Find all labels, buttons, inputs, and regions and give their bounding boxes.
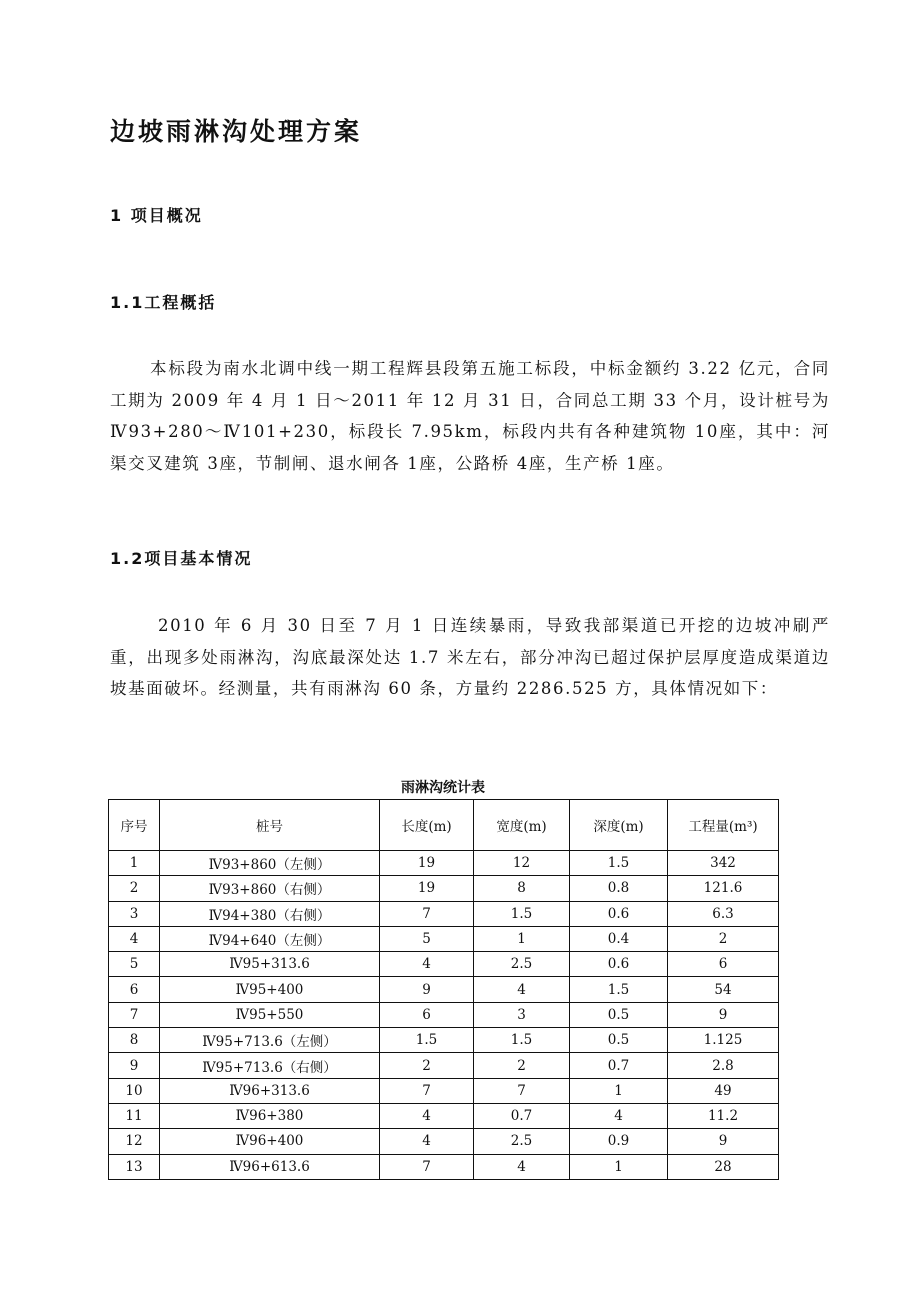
cell-quantity: 11.2 [668, 1103, 779, 1128]
section-heading-engineering-summary: 1.1工程概括 [110, 293, 217, 312]
cell-station: Ⅳ95+400 [160, 977, 380, 1002]
cell-width: 4 [474, 1154, 570, 1179]
table-caption: 雨淋沟统计表 [401, 780, 485, 796]
cell-index: 1 [109, 851, 160, 876]
cell-index: 10 [109, 1078, 160, 1103]
cell-depth: 0.8 [570, 876, 668, 901]
cell-index: 2 [109, 876, 160, 901]
cell-quantity: 9 [668, 1129, 779, 1154]
header-cell-depth: 深度(m) [570, 800, 668, 851]
cell-station: Ⅳ96+313.6 [160, 1078, 380, 1103]
cell-length: 4 [380, 952, 474, 977]
header-cell-station: 桩号 [160, 800, 380, 851]
cell-length: 5 [380, 926, 474, 951]
table-row [109, 1129, 779, 1154]
cell-width: 8 [474, 876, 570, 901]
cell-width: 1.5 [474, 1028, 570, 1053]
cell-length: 7 [380, 901, 474, 926]
cell-quantity: 9 [668, 1002, 779, 1027]
cell-station: Ⅳ93+860（右侧） [160, 876, 380, 901]
cell-depth: 1 [570, 1078, 668, 1103]
cell-quantity: 49 [668, 1078, 779, 1103]
cell-length: 4 [380, 1129, 474, 1154]
cell-station: Ⅳ96+613.6 [160, 1154, 380, 1179]
cell-station: Ⅳ93+860（左侧） [160, 851, 380, 876]
table-row [109, 1103, 779, 1128]
table-row [109, 901, 779, 926]
table-row [109, 1053, 779, 1078]
cell-depth: 0.5 [570, 1028, 668, 1053]
section-heading-basic-situation: 1.2项目基本情况 [110, 549, 253, 568]
table-header-row [109, 800, 779, 851]
cell-index: 11 [109, 1103, 160, 1128]
cell-index: 8 [109, 1028, 160, 1053]
header-cell-width: 宽度(m) [474, 800, 570, 851]
header-cell-length: 长度(m) [380, 800, 474, 851]
cell-length: 4 [380, 1103, 474, 1128]
cell-quantity: 121.6 [668, 876, 779, 901]
header-cell-index: 序号 [109, 800, 160, 851]
table-row [109, 1002, 779, 1027]
cell-width: 3 [474, 1002, 570, 1027]
cell-quantity: 6 [668, 952, 779, 977]
engineering-summary-paragraph: 本标段为南水北调中线一期工程辉县段第五施工标段，中标金额约 3.22 亿元，合同工期为 2009 年 4 月 1 日～2011 年 12 月 31 日，合同总工期 33 个月，设计桩号为Ⅳ93+280～Ⅳ101+230，标段长 7.95km，标段内共有各种建筑物 10座，其中：河渠交叉建筑 3座，节制闸、退水闸各 1座，公路桥 4座，生产桥 1座。 [110, 359, 830, 473]
cell-quantity: 6.3 [668, 901, 779, 926]
cell-quantity: 2 [668, 926, 779, 951]
basic-situation-paragraph: 2010 年 6 月 30 日至 7 月 1 日连续暴雨，导致我部渠道已开挖的边坡冲刷严重，出现多处雨淋沟，沟底最深处达 1.7 米左右，部分冲沟已超过保护层厚度造成渠道边坡基面破坏。经测量，共有雨淋沟 60 条，方量约 2286.525 方，具体情况如下： [110, 616, 830, 699]
table-row [109, 1078, 779, 1103]
cell-station: Ⅳ94+380（右侧） [160, 901, 380, 926]
cell-depth: 0.9 [570, 1129, 668, 1154]
table-row [109, 952, 779, 977]
cell-quantity: 1.125 [668, 1028, 779, 1053]
table-body [109, 851, 779, 1180]
cell-station: Ⅳ94+640（左侧） [160, 926, 380, 951]
cell-quantity: 342 [668, 851, 779, 876]
cell-index: 5 [109, 952, 160, 977]
cell-width: 1 [474, 926, 570, 951]
cell-length: 7 [380, 1154, 474, 1179]
cell-length: 7 [380, 1078, 474, 1103]
cell-depth: 0.6 [570, 952, 668, 977]
cell-length: 2 [380, 1053, 474, 1078]
cell-depth: 1 [570, 1154, 668, 1179]
cell-length: 6 [380, 1002, 474, 1027]
cell-quantity: 2.8 [668, 1053, 779, 1078]
cell-width: 0.7 [474, 1103, 570, 1128]
cell-length: 19 [380, 876, 474, 901]
cell-index: 13 [109, 1154, 160, 1179]
cell-depth: 1.5 [570, 977, 668, 1002]
cell-width: 12 [474, 851, 570, 876]
table-row [109, 926, 779, 951]
cell-depth: 1.5 [570, 851, 668, 876]
cell-depth: 0.7 [570, 1053, 668, 1078]
cell-station: Ⅳ96+380 [160, 1103, 380, 1128]
cell-width: 7 [474, 1078, 570, 1103]
cell-quantity: 54 [668, 977, 779, 1002]
cell-index: 7 [109, 1002, 160, 1027]
cell-station: Ⅳ95+313.6 [160, 952, 380, 977]
cell-index: 4 [109, 926, 160, 951]
cell-depth: 0.5 [570, 1002, 668, 1027]
cell-width: 1.5 [474, 901, 570, 926]
rain-gully-statistics-table [108, 799, 779, 1180]
cell-quantity: 28 [668, 1154, 779, 1179]
cell-index: 12 [109, 1129, 160, 1154]
cell-index: 6 [109, 977, 160, 1002]
cell-station: Ⅳ95+713.6（右侧） [160, 1053, 380, 1078]
table-row [109, 876, 779, 901]
cell-length: 1.5 [380, 1028, 474, 1053]
table-row [109, 851, 779, 876]
cell-width: 4 [474, 977, 570, 1002]
cell-length: 19 [380, 851, 474, 876]
cell-width: 2 [474, 1053, 570, 1078]
cell-width: 2.5 [474, 952, 570, 977]
cell-depth: 0.4 [570, 926, 668, 951]
cell-depth: 4 [570, 1103, 668, 1128]
cell-station: Ⅳ95+713.6（左侧） [160, 1028, 380, 1053]
cell-width: 2.5 [474, 1129, 570, 1154]
cell-index: 3 [109, 901, 160, 926]
table-row [109, 1028, 779, 1053]
cell-depth: 0.6 [570, 901, 668, 926]
table-row [109, 1154, 779, 1179]
header-cell-quantity: 工程量(m³) [668, 800, 779, 851]
document-title: 边坡雨淋沟处理方案 [110, 117, 363, 146]
cell-length: 9 [380, 977, 474, 1002]
cell-station: Ⅳ95+550 [160, 1002, 380, 1027]
cell-index: 9 [109, 1053, 160, 1078]
cell-station: Ⅳ96+400 [160, 1129, 380, 1154]
section-heading-project-overview: 1 项目概况 [110, 206, 203, 225]
table-row [109, 977, 779, 1002]
